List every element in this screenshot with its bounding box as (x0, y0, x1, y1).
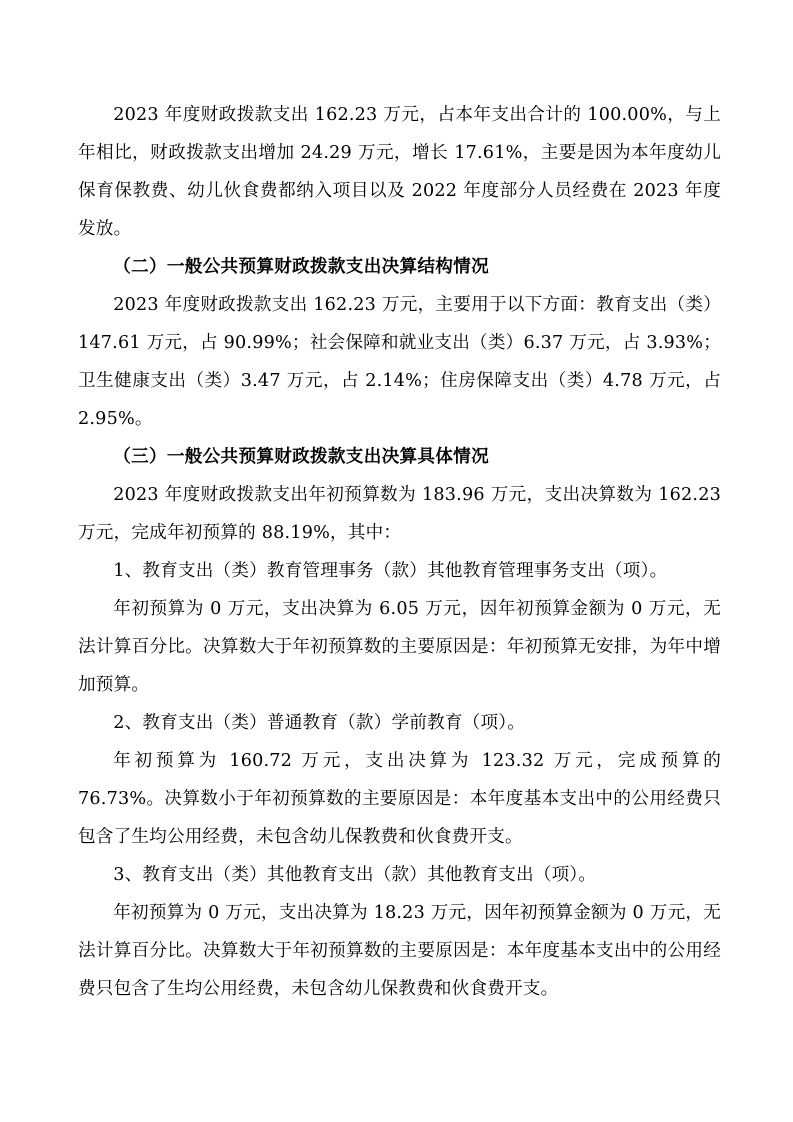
document-body (78, 96, 721, 1008)
paragraph-item-1-detail: 年初预算为 0 万元，支出决算为 6.05 万元，因年初预算金额为 0 万元，无法计算百分比。决算数大于年初预算数的主要原因是：年初预算无安排，为年中增加预算。 (78, 599, 721, 695)
paragraph-item-3-detail: 年初预算为 0 万元，支出决算为 18.23 万元，因年初预算金额为 0 万元，无法计算百分比。决算数大于年初预算数的主要原因是：本年度基本支出中的公用经费只包含了生均公用经费，未包含幼儿保教费和伙食费开支。 (78, 903, 721, 999)
paragraph-fiscal-expenditure-total: 2023 年度财政拨款支出 162.23 万元，占本年支出合计的 100.00%，与上年相比，财政拨款支出增加 24.29 万元，增长 17.61%，主要是因为本年度幼儿保育保教费、幼儿伙食费都纳入项目以及 2022 年度部分人员经费在 2023 年度发放。 (78, 105, 721, 239)
heading-section-two: （二）一般公共预算财政拨款支出决算结构情况 (113, 257, 489, 277)
paragraph-budget-completion: 2023 年度财政拨款支出年初预算数为 183.96 万元，支出决算数为 162.23 万元，完成年初预算的 88.19%，其中： (78, 485, 721, 543)
paragraph-expenditure-structure: 2023 年度财政拨款支出 162.23 万元，主要用于以下方面：教育支出（类）147.61 万元，占 90.99%；社会保障和就业支出（类）6.37 万元，占 3.93%；卫生健康支出（类）3.47 万元，占 2.14%；住房保障支出（类）4.78 万元，占 2.95%。 (78, 295, 721, 429)
paragraph-item-3-title: 3、教育支出（类）其他教育支出（款）其他教育支出（项）。 (113, 865, 597, 885)
heading-section-three: （三）一般公共预算财政拨款支出决算具体情况 (113, 447, 489, 467)
paragraph-item-2-title: 2、教育支出（类）普通教育（款）学前教育（项）。 (113, 713, 526, 733)
paragraph-item-2-detail: 年初预算为 160.72 万元，支出决算为 123.32 万元，完成预算的 76.73%。决算数小于年初预算数的主要原因是：本年度基本支出中的公用经费只包含了生均公用经费，未包含幼儿保教费和伙食费开支。 (78, 751, 721, 847)
paragraph-item-1-title: 1、教育支出（类）教育管理事务（款）其他教育管理事务支出（项）。 (113, 561, 668, 581)
